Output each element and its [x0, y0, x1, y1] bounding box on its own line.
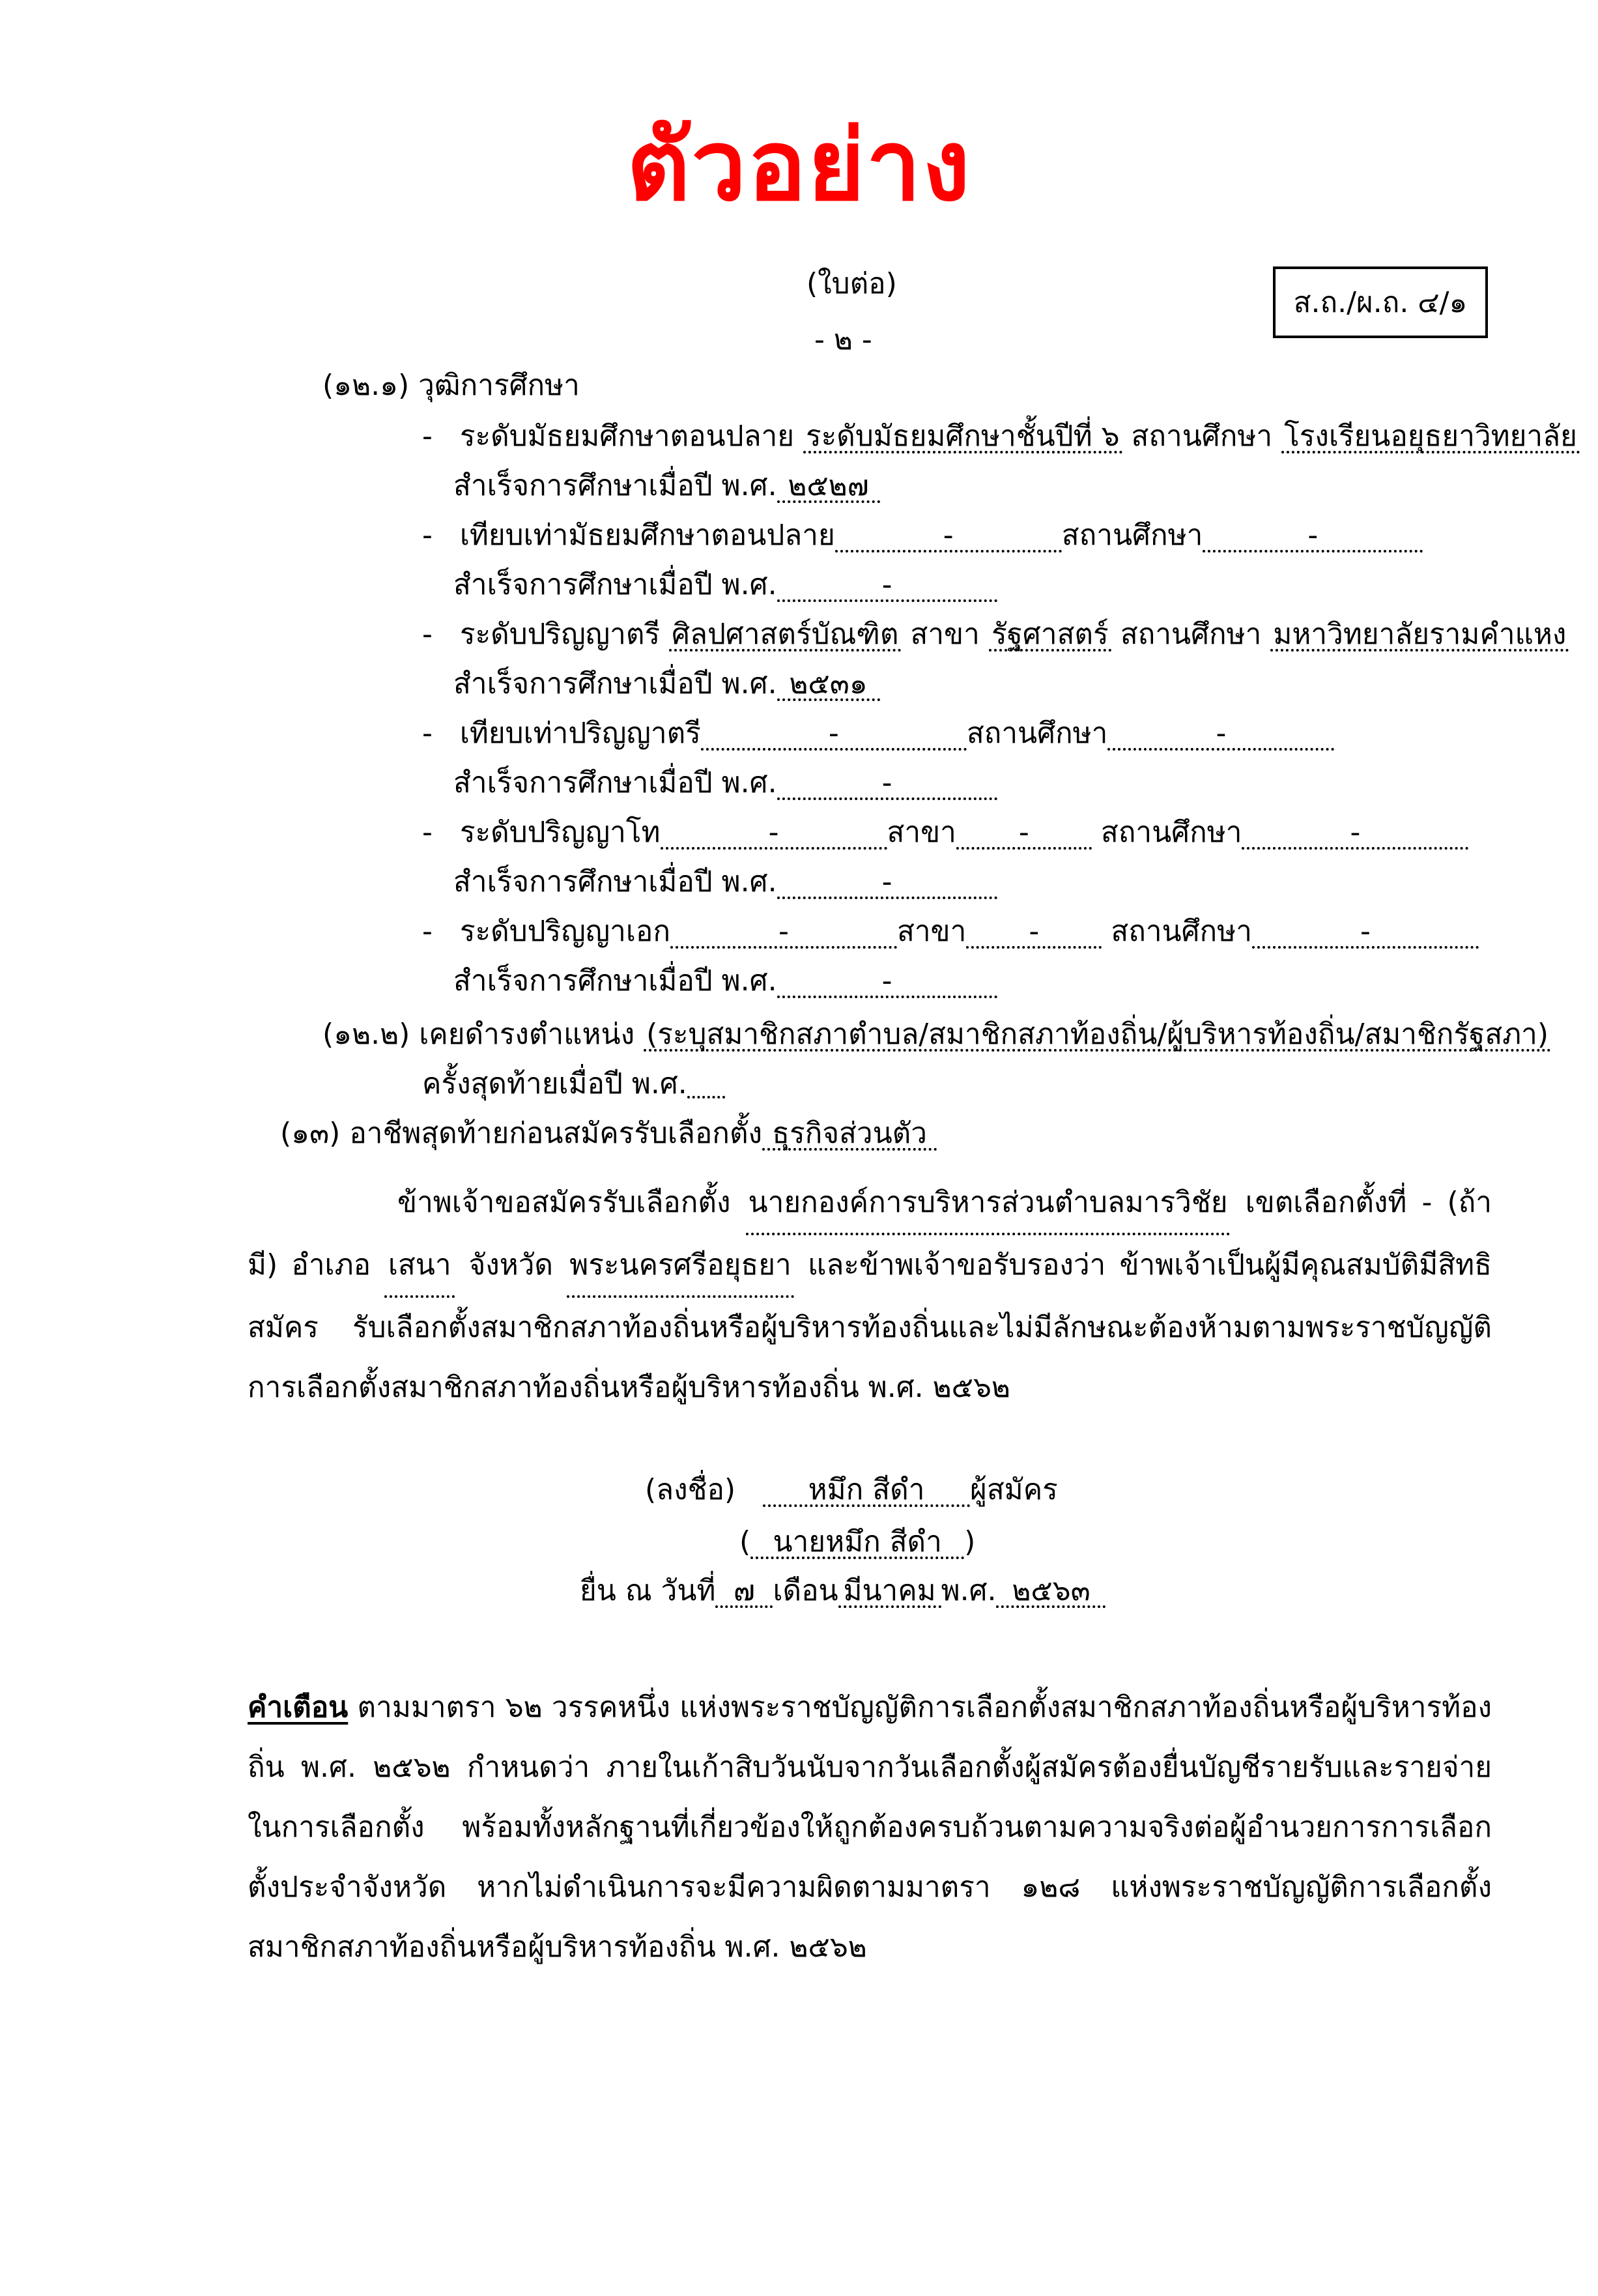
major-field[interactable]: -	[966, 917, 1102, 949]
degree-field[interactable]: -	[670, 917, 897, 949]
year-label: พ.ศ.	[941, 1574, 997, 1607]
signature-field[interactable]: หมึก สีดำ	[763, 1476, 970, 1507]
institution-field[interactable]: โรงเรียนอยุธยาวิทยาลัย	[1281, 422, 1580, 453]
education-item-upper-secondary	[422, 422, 1580, 453]
declaration-text: เขตเลือกตั้งที่ - (ถ้ามี)	[248, 1186, 1492, 1282]
year-field[interactable]: ๒๕๖๓	[996, 1577, 1106, 1608]
institution-field[interactable]: มหาวิทยาลัยรามคำแหง	[1270, 620, 1569, 652]
education-item-equiv-secondary	[422, 521, 1423, 552]
education-item-doctorate	[422, 917, 1479, 949]
declaration-text: ข้าพเจ้าขอสมัครรับเลือกตั้ง	[397, 1186, 731, 1219]
position-field[interactable]: นายกองค์การบริหารส่วนตำบลมารวิชัย	[746, 1173, 1231, 1235]
degree-field[interactable]: ศิลปศาสตร์บัณฑิต	[669, 620, 901, 652]
bullet: -	[422, 618, 433, 651]
major-label: สาขา	[910, 618, 980, 651]
close-paren: )	[964, 1525, 976, 1558]
occupation-row	[280, 1119, 937, 1151]
previous-position-field[interactable]: (ระบุสมาชิกสภาตำบล/สมาชิกสภาท้องถิ่น/ผู้บริหารท้องถิ่น/สมาชิกรัฐสภา)	[644, 1020, 1551, 1052]
warning-text: ตามมาตรา ๖๒ วรรคหนึ่ง แห่งพระราชบัญญัติการเลือกตั้งสมาชิกสภาท้องถิ่นหรือผู้บริหารท้องถิ่น พ.ศ. ๒๕๖๒ กำหนดว่า ภายในเก้าสิบวันนับจากวันเลือกตั้งผู้สมัครต้องยื่นบัญชีรายรับและรายจ่ายในการเลือกตั้ง พร้อมทั้งหลักฐานที่เกี่ยวข้องให้ถูกต้องครบถ้วนตามความจริงต่อผู้อำนวยการการเลือกตั้งประจำจังหวัด หากไม่ดำเนินการจะมีความผิดตามมาตรา ๑๒๘ แห่งพระราชบัญญัติการเลือกตั้งสมาชิกสภาท้องถิ่นหรือผู้บริหารท้องถิ่น พ.ศ. ๒๕๖๒	[248, 1691, 1492, 1964]
level-field[interactable]: ระดับมัธยมศึกษาชั้นปีที่ ๖	[803, 422, 1122, 453]
sign-label: (ลงชื่อ)	[645, 1473, 736, 1506]
occupation-heading: (๑๓) อาชีพสุดท้ายก่อนสมัครรับเลือกตั้ง	[280, 1117, 763, 1150]
item-label: เทียบเท่ามัธยมศึกษาตอนปลาย	[459, 519, 835, 552]
role-label: ผู้สมัคร	[970, 1473, 1058, 1506]
district-label: อำเภอ	[291, 1248, 371, 1282]
institution-field[interactable]: -	[1252, 917, 1479, 949]
grad-year-field[interactable]: -	[777, 769, 997, 800]
last-time-field[interactable]	[687, 1070, 725, 1098]
grad-year-label: สำเร็จการศึกษาเมื่อปี พ.ศ.	[453, 568, 777, 601]
major-field[interactable]: -	[956, 818, 1092, 850]
signature-row	[645, 1473, 1058, 1507]
item-label: ระดับปริญญาเอก	[459, 915, 670, 948]
grad-year-label: สำเร็จการศึกษาเมื่อปี พ.ศ.	[453, 469, 777, 502]
province-field[interactable]: พระนครศรีอยุธยา	[567, 1235, 794, 1298]
grad-year-label: สำเร็จการศึกษาเมื่อปี พ.ศ.	[453, 667, 777, 700]
bullet: -	[422, 420, 433, 453]
grad-year-field[interactable]: -	[777, 571, 997, 602]
grad-year-label: สำเร็จการศึกษาเมื่อปี พ.ศ.	[453, 964, 777, 997]
watermark-title: ตัวอย่าง	[626, 109, 972, 223]
institution-label: สถานศึกษา	[1061, 519, 1203, 552]
district-field[interactable]: เสนา	[384, 1235, 455, 1298]
grad-year-row	[453, 667, 880, 701]
degree-field[interactable]: -	[661, 818, 887, 850]
full-name-row	[739, 1525, 976, 1559]
major-field[interactable]: รัฐศาสตร์	[989, 620, 1111, 652]
bullet: -	[422, 519, 433, 552]
full-name-field[interactable]: นายหมึก สีดำ	[750, 1528, 964, 1559]
grad-year-field[interactable]: ๒๕๒๗	[777, 472, 880, 503]
grad-year-label: สำเร็จการศึกษาเมื่อปี พ.ศ.	[453, 766, 777, 799]
institution-field[interactable]: -	[1107, 719, 1334, 751]
declaration-text: และข้าพเจ้าขอรับรองว่า ข้าพเจ้าเป็นผู้มีคุณสมบัติมีสิทธิสมัคร รับเลือกตั้งสมาชิกสภาท้องถิ่นหรือผู้บริหารท้องถิ่นและไม่มีลักษณะต้องห้ามตามพระราชบัญญัติ การเลือกตั้งสมาชิกสภาท้องถิ่นหรือผู้บริหารท้องถิ่น พ.ศ. ๒๕๖๒	[248, 1248, 1492, 1404]
page-number: - ๒ -	[814, 323, 872, 356]
grad-year-field[interactable]: -	[777, 868, 997, 899]
institution-field[interactable]: -	[1203, 521, 1423, 552]
institution-label: สถานศึกษา	[966, 717, 1108, 750]
warning-label: คำเตือน	[248, 1691, 349, 1724]
declaration-paragraph	[248, 1173, 1492, 1418]
level-field[interactable]: -	[835, 521, 1062, 552]
education-item-equiv-bachelor	[422, 719, 1334, 751]
institution-label: สถานศึกษา	[1120, 618, 1262, 651]
education-item-bachelor	[422, 620, 1569, 652]
month-label: เดือน	[773, 1574, 838, 1607]
grad-year-row	[453, 469, 880, 503]
last-time-row	[422, 1067, 725, 1100]
education-heading: (๑๒.๑) วุฒิการศึกษา	[322, 369, 580, 402]
occupation-field[interactable]: ธุรกิจส่วนตัว	[762, 1119, 937, 1151]
bullet: -	[422, 717, 433, 750]
grad-year-row	[453, 865, 997, 899]
grad-year-field[interactable]: -	[777, 967, 997, 998]
filing-date-row	[580, 1574, 1106, 1608]
previous-position-row	[322, 1020, 1551, 1052]
item-label: เทียบเท่าปริญญาตรี	[459, 717, 701, 750]
warning-paragraph	[248, 1678, 1492, 1977]
province-label: จังหวัด	[468, 1248, 553, 1282]
institution-label: สถานศึกษา	[1100, 816, 1242, 849]
education-item-master	[422, 818, 1468, 850]
institution-label: สถานศึกษา	[1131, 420, 1273, 453]
item-label: ระดับมัธยมศึกษาตอนปลาย	[459, 420, 795, 453]
previous-position-heading: (๑๒.๒) เคยดำรงตำแหน่ง	[322, 1018, 635, 1051]
bullet: -	[422, 915, 433, 948]
day-field[interactable]: ๗	[715, 1577, 773, 1608]
bullet: -	[422, 816, 433, 849]
item-label: ระดับปริญญาตรี	[459, 618, 661, 651]
item-label: ระดับปริญญาโท	[459, 816, 661, 849]
open-paren: (	[739, 1525, 751, 1558]
grad-year-row	[453, 766, 997, 800]
grad-year-row	[453, 568, 997, 602]
form-code-box	[1273, 266, 1488, 338]
institution-field[interactable]: -	[1242, 818, 1468, 850]
continued-label: (ใบต่อ)	[806, 267, 897, 300]
form-code: ส.ถ./ผ.ถ. ๔/๑	[1293, 286, 1468, 319]
filed-label: ยื่น ณ วันที่	[580, 1574, 716, 1607]
month-field[interactable]: มีนาคม	[838, 1577, 941, 1608]
major-label: สาขา	[896, 915, 967, 948]
grad-year-field[interactable]: ๒๕๓๑	[777, 670, 880, 701]
grad-year-row	[453, 964, 997, 998]
major-label: สาขา	[887, 816, 956, 849]
institution-label: สถานศึกษา	[1111, 915, 1252, 948]
last-time-label: ครั้งสุดท้ายเมื่อปี พ.ศ.	[422, 1067, 687, 1100]
grad-year-label: สำเร็จการศึกษาเมื่อปี พ.ศ.	[453, 865, 777, 898]
level-field[interactable]: -	[701, 719, 967, 751]
